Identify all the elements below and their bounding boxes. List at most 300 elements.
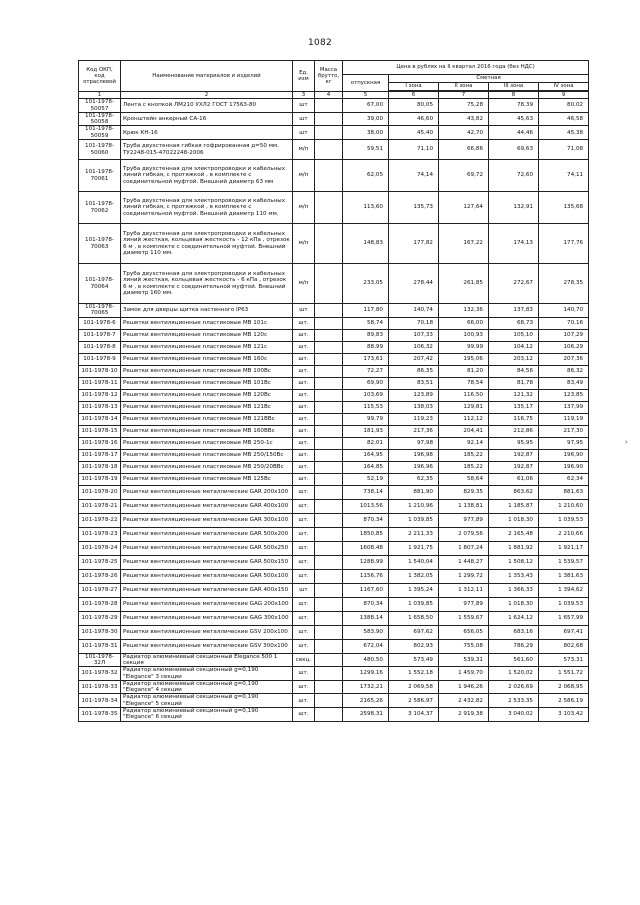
column-index: 9 — [539, 92, 589, 99]
row-zone-1-price: 177,82 — [389, 224, 439, 264]
row-zone-3-price: 1 185,87 — [489, 499, 539, 513]
row-code: 101-1978-6 — [79, 317, 121, 329]
row-zone-2-price: 116,50 — [439, 389, 489, 401]
row-mass — [315, 140, 343, 160]
table-row — [79, 597, 589, 611]
row-name: Труба двухстенная для электропроводки и кабельных линий гибкая, с протяжкой , в комплекте с соединительной муфтой. Внешний диаметр 63 мм — [121, 160, 293, 192]
row-code: 101-1978-12 — [79, 389, 121, 401]
row-unit: шт. — [293, 625, 315, 639]
row-zone-1-price: 1 039,85 — [389, 513, 439, 527]
table-row — [79, 461, 589, 473]
row-mass — [315, 389, 343, 401]
row-zone-1-price: 802,93 — [389, 639, 439, 653]
table-row — [79, 377, 589, 389]
row-zone-3-price: 44,46 — [489, 126, 539, 140]
row-unit: шт. — [293, 317, 315, 329]
row-name: Решетки вентиляционные металлические GAR 300х100 — [121, 513, 293, 527]
table-row — [79, 353, 589, 365]
row-name: Труба двухстенная для электропроводки и кабельных линий жесткая, кольцевая жесткость - 6 кПа , отрезок 6 м , в комплекте с соединительной муфтой. Внешний диаметр 160 мм. — [121, 264, 293, 304]
row-zone-2-price: 1 299,72 — [439, 569, 489, 583]
table-row — [79, 569, 589, 583]
row-mass — [315, 353, 343, 365]
row-release-price: 1850,85 — [343, 527, 389, 541]
row-mass — [315, 377, 343, 389]
row-zone-1-price: 2 069,58 — [389, 680, 439, 694]
row-unit: м/п — [293, 160, 315, 192]
row-zone-3-price: 1 018,30 — [489, 513, 539, 527]
row-mass — [315, 160, 343, 192]
row-zone-1-price: 278,44 — [389, 264, 439, 304]
row-zone-1-price: 1 039,85 — [389, 597, 439, 611]
row-zone-2-price: 78,54 — [439, 377, 489, 389]
row-code: 101-1978-33 — [79, 680, 121, 694]
row-zone-1-price: 74,14 — [389, 160, 439, 192]
table-row — [79, 401, 589, 413]
row-mass — [315, 413, 343, 425]
table-row — [79, 473, 589, 485]
row-unit: шт. — [293, 527, 315, 541]
row-zone-1-price: 71,10 — [389, 140, 439, 160]
price-table — [78, 60, 589, 722]
row-zone-1-price: 97,98 — [389, 437, 439, 449]
row-zone-3-price: 78,39 — [489, 99, 539, 113]
row-release-price: 67,00 — [343, 99, 389, 113]
row-code: 101-1978-31 — [79, 639, 121, 653]
margin-mark: › — [625, 438, 628, 446]
row-zone-1-price: 1 382,05 — [389, 569, 439, 583]
row-code: 101-1978-25 — [79, 555, 121, 569]
row-release-price: 164,85 — [343, 461, 389, 473]
row-unit: шт. — [293, 353, 315, 365]
row-name: Решетки вентиляционные пластиковые МВ 125Вс — [121, 473, 293, 485]
row-unit: шт. — [293, 401, 315, 413]
row-unit: шт. — [293, 694, 315, 708]
row-mass — [315, 499, 343, 513]
row-zone-2-price: 539,31 — [439, 653, 489, 667]
table-row — [79, 341, 589, 353]
row-mass — [315, 611, 343, 625]
row-mass — [315, 527, 343, 541]
row-release-price: 117,80 — [343, 304, 389, 318]
row-zone-4-price: 802,68 — [539, 639, 589, 653]
row-zone-1-price: 1 210,96 — [389, 499, 439, 513]
row-release-price: 1167,60 — [343, 583, 389, 597]
row-name: Решетки вентиляционные пластиковые МВ 121Вс — [121, 401, 293, 413]
column-index: 3 — [293, 92, 315, 99]
row-code: 101-1978-24 — [79, 541, 121, 555]
row-unit: м/п — [293, 192, 315, 224]
row-zone-2-price: 2 079,56 — [439, 527, 489, 541]
row-zone-1-price: 83,51 — [389, 377, 439, 389]
row-zone-1-price: 573,49 — [389, 653, 439, 667]
header-code: Код ОКП, код отраслевой — [79, 61, 121, 92]
table-row — [79, 583, 589, 597]
column-index: 4 — [315, 92, 343, 99]
row-zone-4-price: 119,19 — [539, 413, 589, 425]
row-code: 101-1978-70065 — [79, 304, 121, 318]
row-release-price: 173,61 — [343, 353, 389, 365]
row-code: 101-1978-32Л — [79, 653, 121, 667]
row-code: 101-1978-70064 — [79, 264, 121, 304]
row-zone-3-price: 786,29 — [489, 639, 539, 653]
row-zone-3-price: 61,06 — [489, 473, 539, 485]
row-name: Решетки вентиляционные металлические GAR 400х100 — [121, 499, 293, 513]
row-zone-1-price: 1 658,50 — [389, 611, 439, 625]
row-code: 101-1978-50060 — [79, 140, 121, 160]
row-zone-4-price: 46,58 — [539, 112, 589, 126]
row-release-price: 62,05 — [343, 160, 389, 192]
row-unit: шт. — [293, 341, 315, 353]
row-zone-1-price: 196,96 — [389, 461, 439, 473]
row-release-price: 89,83 — [343, 329, 389, 341]
row-zone-1-price: 86,35 — [389, 365, 439, 377]
row-release-price: 870,34 — [343, 597, 389, 611]
table-row — [79, 99, 589, 113]
row-zone-3-price: 68,73 — [489, 317, 539, 329]
row-release-price: 52,19 — [343, 473, 389, 485]
row-release-price: 2165,26 — [343, 694, 389, 708]
row-unit: шт. — [293, 365, 315, 377]
row-zone-3-price: 1 353,43 — [489, 569, 539, 583]
table-row — [79, 304, 589, 318]
row-zone-1-price: 1 552,18 — [389, 667, 439, 681]
row-unit: шт. — [293, 541, 315, 555]
row-name: Решетки вентиляционные металлические GAR 500х150 — [121, 555, 293, 569]
row-unit: м/п — [293, 264, 315, 304]
row-zone-2-price: 977,89 — [439, 513, 489, 527]
row-zone-3-price: 1 881,92 — [489, 541, 539, 555]
row-zone-3-price: 69,63 — [489, 140, 539, 160]
table-row — [79, 192, 589, 224]
row-mass — [315, 329, 343, 341]
row-unit: шт — [293, 99, 315, 113]
row-mass — [315, 99, 343, 113]
column-index: 5 — [343, 92, 389, 99]
row-zone-3-price: 104,12 — [489, 341, 539, 353]
row-release-price: 233,05 — [343, 264, 389, 304]
row-name: Кронштейн анкерный СА-16 — [121, 112, 293, 126]
row-zone-1-price: 80,05 — [389, 99, 439, 113]
row-code: 101-1978-50057 — [79, 99, 121, 113]
row-code: 101-1978-19 — [79, 473, 121, 485]
table-row — [79, 389, 589, 401]
row-zone-3-price: 1 366,33 — [489, 583, 539, 597]
row-name: Решетки вентиляционные пластиковые МВ 121ВВс — [121, 413, 293, 425]
row-name: Решетки вентиляционные пластиковые МВ 160ВВс — [121, 425, 293, 437]
row-unit: шт. — [293, 473, 315, 485]
row-mass — [315, 473, 343, 485]
row-unit: шт. — [293, 437, 315, 449]
row-zone-3-price: 3 040,02 — [489, 708, 539, 722]
row-zone-2-price: 204,41 — [439, 425, 489, 437]
row-zone-2-price: 1 946,26 — [439, 680, 489, 694]
row-code: 101-1978-8 — [79, 341, 121, 353]
row-zone-4-price: 177,76 — [539, 224, 589, 264]
row-zone-2-price: 1 807,24 — [439, 541, 489, 555]
row-code: 101-1978-70063 — [79, 224, 121, 264]
table-row — [79, 513, 589, 527]
row-zone-3-price: 1 508,12 — [489, 555, 539, 569]
row-code: 101-1978-17 — [79, 449, 121, 461]
row-zone-2-price: 129,81 — [439, 401, 489, 413]
row-code: 101-1978-7 — [79, 329, 121, 341]
row-zone-3-price: 135,17 — [489, 401, 539, 413]
row-code: 101-1978-50059 — [79, 126, 121, 140]
row-zone-4-price: 881,63 — [539, 485, 589, 499]
row-name: Труба двухстенная гибкая гофрированная д=50 мм. ТУ2248-015-47022248-2006 — [121, 140, 293, 160]
row-unit: секц. — [293, 653, 315, 667]
table-row — [79, 555, 589, 569]
row-zone-4-price: 278,35 — [539, 264, 589, 304]
table-row — [79, 527, 589, 541]
table-row — [79, 264, 589, 304]
row-name: Крюк КН-16 — [121, 126, 293, 140]
row-code: 101-1978-26 — [79, 569, 121, 583]
row-zone-2-price: 2 919,38 — [439, 708, 489, 722]
row-unit: шт. — [293, 485, 315, 499]
row-code: 101-1978-18 — [79, 461, 121, 473]
row-zone-4-price: 45,38 — [539, 126, 589, 140]
row-zone-4-price: 1 210,60 — [539, 499, 589, 513]
row-code: 101-1978-11 — [79, 377, 121, 389]
row-zone-4-price: 1 921,17 — [539, 541, 589, 555]
row-zone-4-price: 71,08 — [539, 140, 589, 160]
row-zone-1-price: 207,42 — [389, 353, 439, 365]
row-zone-2-price: 112,12 — [439, 413, 489, 425]
row-unit: шт. — [293, 449, 315, 461]
row-zone-4-price: 196,90 — [539, 449, 589, 461]
row-zone-4-price: 1 657,99 — [539, 611, 589, 625]
row-name: Решетки вентиляционные металлические GAR 500х100 — [121, 569, 293, 583]
row-name: Решетки вентиляционные пластиковые МВ 250/20ВВс — [121, 461, 293, 473]
row-name: Радиатор алюминиевый секционный g=0,190 "Elegance" 3 секции — [121, 667, 293, 681]
row-code: 101-1978-27 — [79, 583, 121, 597]
row-mass — [315, 224, 343, 264]
row-name: Решетки вентиляционные пластиковые МВ 250-1с — [121, 437, 293, 449]
row-zone-4-price: 2 068,95 — [539, 680, 589, 694]
row-release-price: 1388,14 — [343, 611, 389, 625]
row-release-price: 69,90 — [343, 377, 389, 389]
row-release-price: 1732,21 — [343, 680, 389, 694]
row-mass — [315, 708, 343, 722]
row-zone-1-price: 3 104,37 — [389, 708, 439, 722]
row-zone-4-price: 1 039,53 — [539, 597, 589, 611]
row-mass — [315, 449, 343, 461]
row-zone-4-price: 107,29 — [539, 329, 589, 341]
row-code: 101-1978-16 — [79, 437, 121, 449]
row-release-price: 88,99 — [343, 341, 389, 353]
row-unit: шт. — [293, 569, 315, 583]
row-mass — [315, 264, 343, 304]
header-zone-2: II зона — [439, 83, 489, 91]
row-release-price: 58,74 — [343, 317, 389, 329]
row-zone-2-price: 829,35 — [439, 485, 489, 499]
row-release-price: 39,00 — [343, 112, 389, 126]
row-zone-3-price: 2 026,69 — [489, 680, 539, 694]
table-row — [79, 425, 589, 437]
row-zone-2-price: 42,70 — [439, 126, 489, 140]
row-zone-1-price: 119,23 — [389, 413, 439, 425]
row-zone-4-price: 196,90 — [539, 461, 589, 473]
table-row — [79, 625, 589, 639]
row-code: 101-1978-35 — [79, 708, 121, 722]
row-zone-2-price: 132,36 — [439, 304, 489, 318]
table-row — [79, 126, 589, 140]
price-table-body — [79, 61, 589, 722]
page-number: 1082 — [307, 38, 333, 48]
row-name: Решетки вентиляционные пластиковые МВ 100Вс — [121, 365, 293, 377]
row-code: 101-1978-30 — [79, 625, 121, 639]
row-zone-2-price: 1 559,67 — [439, 611, 489, 625]
row-mass — [315, 126, 343, 140]
row-zone-3-price: 272,67 — [489, 264, 539, 304]
row-zone-4-price: 1 381,63 — [539, 569, 589, 583]
row-mass — [315, 680, 343, 694]
column-index: 1 — [79, 92, 121, 99]
row-name: Решетки вентиляционные металлические GAR 500х250 — [121, 541, 293, 555]
row-zone-4-price: 123,85 — [539, 389, 589, 401]
row-code: 101-1978-70062 — [79, 192, 121, 224]
column-index: 8 — [489, 92, 539, 99]
row-zone-2-price: 167,22 — [439, 224, 489, 264]
row-zone-4-price: 137,99 — [539, 401, 589, 413]
row-mass — [315, 401, 343, 413]
row-zone-3-price: 2 165,48 — [489, 527, 539, 541]
row-name: Радиатор алюминиевый секционный g=0,190 "Elegance" 6 секций — [121, 708, 293, 722]
row-zone-4-price: 1 551,72 — [539, 667, 589, 681]
row-release-price: 82,01 — [343, 437, 389, 449]
table-row — [79, 160, 589, 192]
column-index: 2 — [121, 92, 293, 99]
row-release-price: 1013,56 — [343, 499, 389, 513]
row-zone-2-price: 1 459,70 — [439, 667, 489, 681]
row-mass — [315, 192, 343, 224]
row-zone-3-price: 72,60 — [489, 160, 539, 192]
row-unit: шт — [293, 583, 315, 597]
row-mass — [315, 555, 343, 569]
row-zone-3-price: 1 624,12 — [489, 611, 539, 625]
row-zone-2-price: 81,20 — [439, 365, 489, 377]
table-row — [79, 694, 589, 708]
row-zone-4-price: 86,32 — [539, 365, 589, 377]
row-zone-2-price: 58,64 — [439, 473, 489, 485]
row-mass — [315, 583, 343, 597]
row-zone-2-price: 1 312,11 — [439, 583, 489, 597]
row-zone-2-price: 755,08 — [439, 639, 489, 653]
row-code: 101-1978-20 — [79, 485, 121, 499]
row-zone-3-price: 105,10 — [489, 329, 539, 341]
row-zone-1-price: 138,03 — [389, 401, 439, 413]
row-code: 101-1978-32 — [79, 667, 121, 681]
row-unit: шт. — [293, 555, 315, 569]
row-release-price: 870,34 — [343, 513, 389, 527]
row-zone-3-price: 137,83 — [489, 304, 539, 318]
row-release-price: 38,00 — [343, 126, 389, 140]
table-row — [79, 329, 589, 341]
row-zone-3-price: 116,75 — [489, 413, 539, 425]
table-row — [79, 140, 589, 160]
row-mass — [315, 513, 343, 527]
row-mass — [315, 304, 343, 318]
table-row — [79, 680, 589, 694]
row-zone-4-price: 573,31 — [539, 653, 589, 667]
row-zone-2-price: 195,06 — [439, 353, 489, 365]
row-unit: шт. — [293, 413, 315, 425]
row-zone-2-price: 99,99 — [439, 341, 489, 353]
row-name: Решетки вентиляционные пластиковые МВ 120с — [121, 329, 293, 341]
row-release-price: 181,93 — [343, 425, 389, 437]
row-zone-1-price: 62,35 — [389, 473, 439, 485]
table-row — [79, 485, 589, 499]
table-row — [79, 317, 589, 329]
header-row — [79, 61, 589, 75]
row-zone-2-price: 75,28 — [439, 99, 489, 113]
row-zone-1-price: 217,36 — [389, 425, 439, 437]
row-release-price: 59,51 — [343, 140, 389, 160]
row-name: Труба двухстенная для электропроводки и кабельных линий гибкая, с протяжкой , в комплекте с соединительной муфтой. Внешний диаметр 110 мм. — [121, 192, 293, 224]
row-zone-4-price: 207,36 — [539, 353, 589, 365]
row-zone-4-price: 106,29 — [539, 341, 589, 353]
row-code: 101-1978-29 — [79, 611, 121, 625]
row-zone-2-price: 977,89 — [439, 597, 489, 611]
table-row — [79, 112, 589, 126]
row-zone-4-price: 97,95 — [539, 437, 589, 449]
table-row — [79, 437, 589, 449]
row-code: 101-1978-23 — [79, 527, 121, 541]
row-zone-2-price: 261,85 — [439, 264, 489, 304]
row-zone-1-price: 2 211,33 — [389, 527, 439, 541]
header-mass: Масса брутто, кг — [315, 61, 343, 92]
row-mass — [315, 341, 343, 353]
table-row — [79, 449, 589, 461]
table-row — [79, 611, 589, 625]
row-zone-1-price: 140,74 — [389, 304, 439, 318]
row-unit: шт. — [293, 461, 315, 473]
row-release-price: 583,90 — [343, 625, 389, 639]
row-release-price: 115,53 — [343, 401, 389, 413]
row-name: Решетки вентиляционные металлические GSV 200х100 — [121, 625, 293, 639]
row-name: Лента с кнопкой ЛМ210 УХЛ2 ГОСТ 17563-80 — [121, 99, 293, 113]
row-zone-2-price: 185,22 — [439, 461, 489, 473]
row-release-price: 148,83 — [343, 224, 389, 264]
row-unit: шт. — [293, 389, 315, 401]
row-zone-3-price: 683,16 — [489, 625, 539, 639]
row-zone-1-price: 881,90 — [389, 485, 439, 499]
row-zone-1-price: 135,73 — [389, 192, 439, 224]
row-zone-4-price: 1 039,53 — [539, 513, 589, 527]
row-zone-1-price: 45,40 — [389, 126, 439, 140]
header-price-caption: Цена в рублях на II квартал 2016 года (без НДС) — [343, 61, 589, 75]
row-name: Решетки вентиляционные пластиковые МВ 250/150Вс — [121, 449, 293, 461]
row-mass — [315, 667, 343, 681]
column-index-row — [79, 92, 589, 99]
row-name: Решетки вентиляционные пластиковые МВ 101с — [121, 317, 293, 329]
row-zone-3-price: 1 520,02 — [489, 667, 539, 681]
table-row — [79, 365, 589, 377]
row-zone-4-price: 74,11 — [539, 160, 589, 192]
row-name: Решетки вентиляционные пластиковые МВ 160с — [121, 353, 293, 365]
row-name: Решетки вентиляционные металлические GAG 300х100 — [121, 611, 293, 625]
row-release-price: 103,69 — [343, 389, 389, 401]
row-name: Решетки вентиляционные пластиковые МВ 101Вс — [121, 377, 293, 389]
row-zone-1-price: 697,62 — [389, 625, 439, 639]
row-release-price: 99,79 — [343, 413, 389, 425]
row-zone-3-price: 863,62 — [489, 485, 539, 499]
row-mass — [315, 485, 343, 499]
row-zone-2-price: 69,72 — [439, 160, 489, 192]
row-unit: м/п — [293, 140, 315, 160]
row-zone-2-price: 43,82 — [439, 112, 489, 126]
